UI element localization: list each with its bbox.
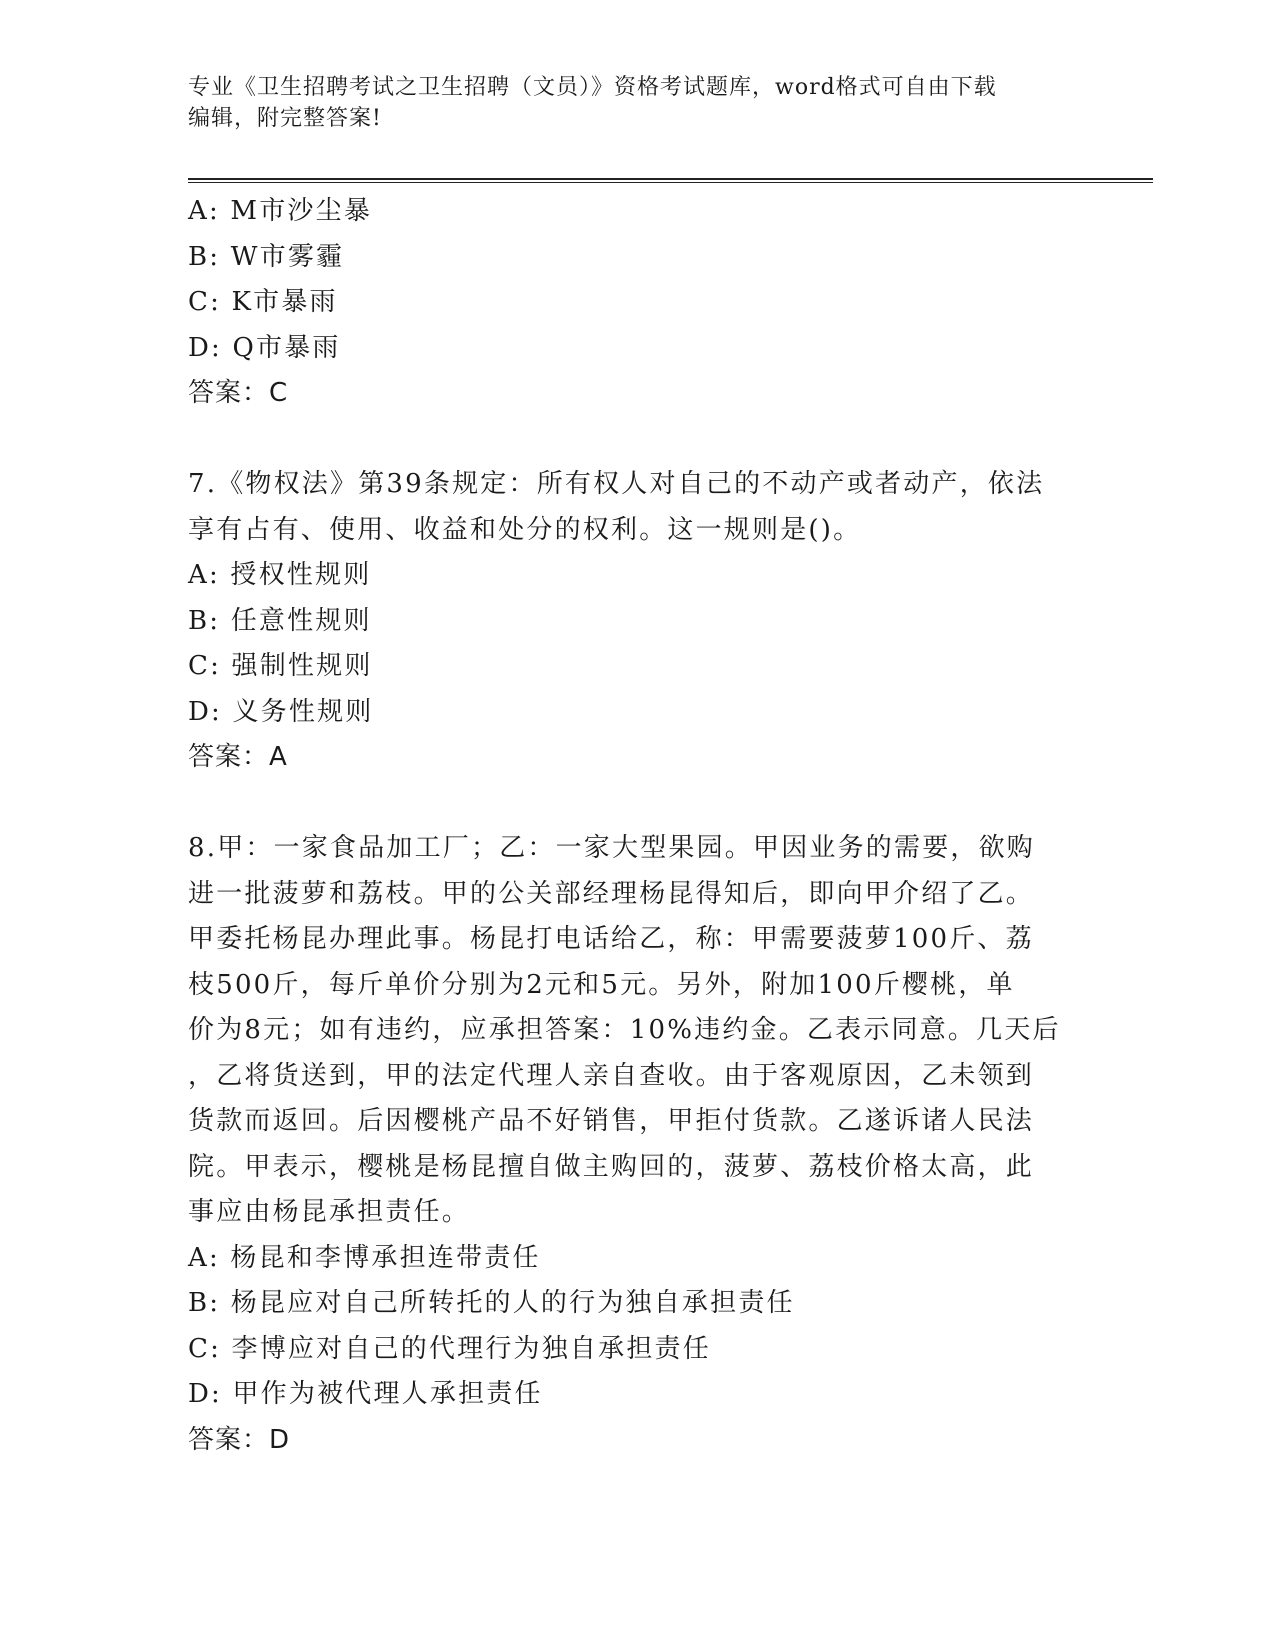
question-stem-line: 享有占有、使用、收益和处分的权利。这一规则是()。 bbox=[188, 514, 862, 545]
option-b: B: 杨昆应对自己所转托的人的行为独自承担责任 bbox=[188, 1288, 795, 1318]
header-divider-thick bbox=[188, 178, 1153, 180]
option-a: A: 杨昆和李博承担连带责任 bbox=[188, 1242, 541, 1273]
option-b: B: 任意性规则 bbox=[188, 605, 372, 636]
question-stem-line: 甲委托杨昆办理此事。杨昆打电话给乙，称：甲需要菠萝100斤、荔 bbox=[188, 924, 1034, 954]
question-stem-line: 价为8元；如有违约，应承担答案：10%违约金。乙表示同意。几天后 bbox=[188, 1015, 1061, 1045]
question-stem-line: 进一批菠萝和荔枝。甲的公关部经理杨昆得知后，即向甲介绍了乙。 bbox=[188, 878, 1035, 909]
question-stem-line: 货款而返回。后因樱桃产品不好销售，甲拒付货款。乙遂诉诸人民法 bbox=[188, 1106, 1035, 1136]
question-stem-line: ，乙将货送到，甲的法定代理人亲自查收。由于客观原因，乙未领到 bbox=[188, 1060, 1035, 1091]
answer-line: 答案：A bbox=[188, 742, 288, 772]
question-stem-line: 事应由杨昆承担责任。 bbox=[188, 1197, 471, 1227]
option-c: C: K市暴雨 bbox=[188, 287, 338, 317]
document-header bbox=[188, 72, 1068, 134]
question-stem-line: 院。甲表示，樱桃是杨昆擅自做主购回的，菠萝、荔枝价格太高，此 bbox=[188, 1151, 1035, 1182]
question-8 bbox=[188, 826, 1088, 1463]
header-line-1: 专业《卫生招聘考试之卫生招聘（文员）》资格考试题库，word格式可自由下载 bbox=[188, 75, 997, 100]
option-d: D: 甲作为被代理人承担责任 bbox=[188, 1379, 543, 1409]
answer-line: 答案：D bbox=[188, 1424, 291, 1455]
header-line-2: 编辑，附完整答案! bbox=[188, 106, 382, 131]
option-d: D: Q市暴雨 bbox=[188, 332, 341, 363]
option-a: A: M市沙尘暴 bbox=[188, 196, 373, 226]
spacer bbox=[188, 417, 1088, 463]
option-c: C: 李博应对自己的代理行为独自承担责任 bbox=[188, 1333, 711, 1364]
question-content bbox=[188, 189, 1088, 1463]
question-stem-line: 枝500斤，每斤单价分别为2元和5元。另外，附加100斤樱桃，单 bbox=[188, 969, 1015, 1000]
question-6-continued bbox=[188, 189, 1088, 417]
option-c: C: 强制性规则 bbox=[188, 651, 373, 681]
option-b: B: W市雾霾 bbox=[188, 241, 345, 272]
option-d: D: 义务性规则 bbox=[188, 696, 374, 727]
question-stem-line: 8.甲：一家食品加工厂；乙：一家大型果园。甲因业务的需要，欲购 bbox=[188, 833, 1036, 863]
option-a: A: 授权性规则 bbox=[188, 560, 372, 590]
spacer bbox=[188, 781, 1088, 827]
question-stem-line: 7.《物权法》第39条规定：所有权人对自己的不动产或者动产，依法 bbox=[188, 469, 1045, 499]
answer-line: 答案：C bbox=[188, 378, 289, 408]
header-divider-thin bbox=[188, 182, 1153, 183]
question-7 bbox=[188, 462, 1088, 781]
